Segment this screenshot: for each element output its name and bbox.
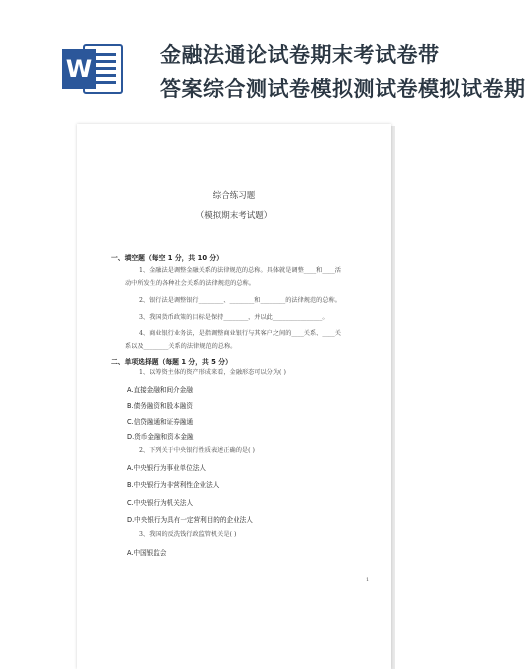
page-number: 1 (366, 577, 370, 583)
mc-1-option-d: D.货币金融和资本金融 (127, 433, 194, 441)
title-line-2: 答案综合测试卷模拟测试卷模拟试卷期 (160, 77, 526, 101)
word-document-icon (62, 39, 124, 99)
title-line-1: 金融法通论试卷期末考试卷带 (160, 43, 440, 67)
document-heading: 综合练习题 (212, 191, 256, 201)
question-2: 2、银行法是调整银行________、________和________的法律规范的总称。 (139, 297, 341, 304)
mc-2-option-a: A.中央银行为事业单位法人 (127, 464, 207, 472)
question-1-line-1: 1、金融法是调整金融关系的法律规范的总称。具体就是调整____和____活 (139, 267, 341, 274)
mc-1-option-c: C.信贷融通和证券融通 (127, 418, 194, 426)
mc-question-3: 3、我国的反洗钱行政监管机关是( ) (139, 531, 237, 538)
question-3: 3、我国货币政策的目标是保持________，并以此________________。 (139, 314, 329, 321)
document-page (77, 124, 391, 669)
mc-question-1: 1、以筹资主体的资产形成来看，金融形态可以分为( ) (139, 369, 286, 376)
banner (0, 0, 526, 118)
question-4-line-1: 4、商业银行业务法，是指调整商业银行与其客户之间的____关系、____关 (139, 330, 341, 337)
section-1-title: 一、填空题（每空 1 分，共 10 分） (111, 254, 224, 262)
page-title (160, 38, 526, 106)
mc-2-option-c: C.中央银行为机关法人 (127, 499, 194, 507)
mc-2-option-d: D.中央银行为具有一定营利目的的企业法人 (127, 516, 253, 524)
mc-3-option-a: A.中国银监会 (127, 549, 167, 557)
question-1-line-2: 动中所发生的各种社会关系的法律规范的总称。 (125, 280, 255, 287)
section-2-title: 二、单项选择题（每题 1 分，共 5 分） (111, 358, 232, 366)
question-4-line-2: 系以及________关系的法律规范的总称。 (125, 343, 237, 350)
word-logo-letter: W (65, 55, 93, 83)
mc-1-option-b: B.债务融资和股本融资 (127, 402, 193, 410)
mc-1-option-a: A.直接金融和间介金融 (127, 386, 193, 394)
mc-question-2: 2、下列关于中央银行性质表述正确的是( ) (139, 447, 255, 454)
mc-2-option-b: B.中央银行为非营利性企业法人 (127, 481, 220, 489)
document-subheading: （模拟期末考试题） (195, 211, 273, 221)
